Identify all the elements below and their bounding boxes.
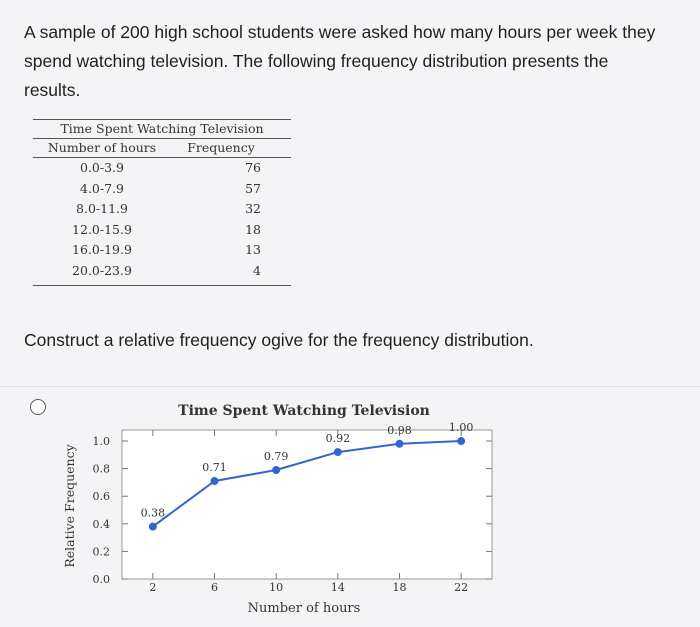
y-axis-label: Relative Frequency [62,444,77,568]
x-tick-label: 6 [211,581,218,594]
table-title: Time Spent Watching Television [60,121,264,136]
y-tick-label: 0.2 [92,545,110,559]
data-point [334,448,342,456]
question-text: Construct a relative frequency ogive for the frequency distribution. [24,330,534,350]
freq-cell: 4 [253,262,261,278]
data-label: 1.00 [448,421,474,435]
chart-title: Time Spent Watching Television [178,403,430,419]
header-hours: Number of hours [47,140,157,155]
x-tick-label: 22 [454,581,469,594]
y-tick-label: 0.4 [92,517,110,531]
ogive-chart [60,392,700,627]
data-point [457,437,465,445]
data-point [211,477,219,485]
section-divider [0,386,700,387]
plot-area [122,430,492,579]
table-row [33,179,291,200]
x-tick-label: 18 [392,581,407,594]
x-axis-label: Number of hours [247,601,361,616]
freq-cell: 76 [245,160,261,175]
x-tick-label: 14 [330,581,345,594]
y-tick-label: 1.0 [92,435,110,449]
freq-cell: 13 [245,242,261,257]
data-label: 0.98 [387,423,412,437]
y-tick-label: 0.6 [92,490,110,504]
table-row [33,220,291,241]
table-header [33,138,291,158]
hours-cell: 12.0-15.9 [72,221,132,237]
data-label: 0.92 [325,432,351,446]
table-row [33,261,291,282]
data-label: 0.71 [202,461,227,475]
data-label: 0.79 [263,450,289,464]
x-tick-label: 2 [149,581,157,594]
y-tick-label: 0.0 [92,573,110,586]
data-point [272,466,280,474]
ogive-svg [60,392,700,627]
y-tick-label: 0.8 [92,462,110,476]
data-point [396,440,404,448]
hours-cell: 8.0-11.9 [76,201,128,216]
answer-radio-button[interactable] [30,399,46,415]
hours-cell: 0.0-3.9 [80,160,124,175]
x-tick-label: 10 [269,581,284,594]
problem-intro: A sample of 200 high school students were asked how many hours per week they spend watching television. The following frequency distribution presents the results. [24,22,656,100]
freq-cell: 32 [245,201,261,216]
freq-cell: 18 [245,221,261,237]
table-row [33,240,291,261]
data-label: 0.38 [140,506,166,520]
freq-cell: 57 [245,180,261,196]
hours-cell: 20.0-23.9 [72,262,132,278]
data-point [149,523,157,531]
table-row [33,199,291,220]
table-row [33,158,291,179]
hours-cell: 4.0-7.9 [80,180,124,196]
frequency-table [33,119,291,286]
hours-cell: 16.0-19.9 [72,242,132,257]
header-frequency: Frequency [187,140,255,155]
